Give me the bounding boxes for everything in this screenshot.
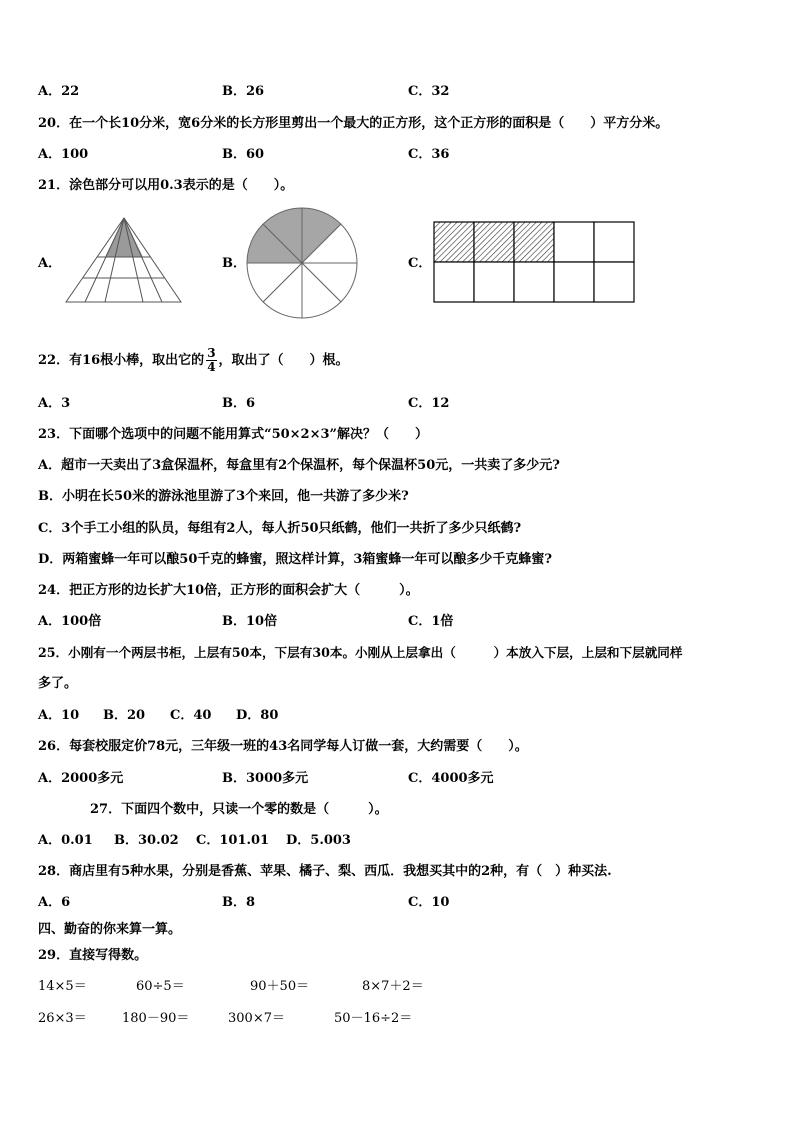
q25-question-line1: 25．小刚有一个两层书柜，上层有50本，下层有30本。小刚从上层拿出（ ）本放入下层，上层和下层就同样 [38, 645, 683, 660]
q29-item-6: 180－90＝ [122, 1011, 190, 1026]
section-4-title: 四、勤奋的你来算一算。 [38, 922, 182, 937]
grid-cell [514, 262, 554, 302]
q29-item-5: 26×3＝ [38, 1011, 87, 1026]
q29-item-8: 50－16÷2＝ [334, 1011, 413, 1026]
q20-option-b[interactable]: B．60 [222, 147, 265, 162]
q22-option-b[interactable]: B．6 [222, 396, 256, 411]
grid-cell [474, 222, 514, 262]
q24-question: 24．把正方形的边长扩大10倍，正方形的面积会扩大（ ）。 [38, 583, 419, 598]
grid-cell [554, 222, 594, 262]
q19-option-b[interactable]: B．26 [222, 84, 265, 99]
q22-question [38, 346, 349, 376]
q27-question: 27．下面四个数中，只读一个零的数是（ ）。 [90, 802, 388, 817]
q22-text-after: ，取出了（ ）根。 [218, 353, 349, 368]
q25-option-b[interactable]: B．20 [103, 708, 146, 723]
q24-option-a[interactable]: A．100倍 [38, 614, 102, 629]
q19-option-a[interactable]: A．22 [38, 84, 80, 99]
grid-cell [434, 262, 474, 302]
grid-cell [594, 222, 634, 262]
q22-fraction [206, 347, 216, 374]
q28-option-a[interactable]: A．6 [38, 895, 71, 910]
q21-label-b[interactable]: B． [222, 256, 246, 271]
q29-item-4: 8×7＋2＝ [362, 979, 424, 994]
q29-item-7: 300×7＝ [228, 1011, 285, 1026]
q29-item-1: 14×5＝ [38, 979, 87, 994]
q20-option-c[interactable]: C．36 [408, 147, 450, 162]
q26-option-a[interactable]: A．2000多元 [38, 771, 124, 786]
q28-option-c[interactable]: C．10 [408, 895, 450, 910]
q21-triangle-figure [66, 218, 181, 302]
q23-question: 23．下面哪个选项中的问题不能用算式“50×2×3”解决？（ ） [38, 427, 429, 442]
q20-question: 20．在一个长10分米，宽6分米的长方形里剪出一个最大的正方形，这个正方形的面积是（ ）平方分米。 [38, 116, 669, 131]
q19-option-c[interactable]: C．32 [408, 84, 450, 99]
q21-question: 21．涂色部分可以用0.3表示的是（ ）。 [38, 178, 294, 193]
q22-option-a[interactable]: A．3 [38, 396, 71, 411]
q25-option-a[interactable]: A．10 [38, 708, 80, 723]
q25-question-line2: 多了。 [38, 676, 78, 691]
q23-option-b[interactable]: B．小明在长50米的游泳池里游了3个来回，他一共游了多少米? [38, 489, 409, 504]
q29-item-2: 60÷5＝ [136, 979, 185, 994]
grid-cell [514, 222, 554, 262]
grid-cell [434, 222, 474, 262]
q23-option-c[interactable]: C．3个手工小组的队员，每组有2人，每人折50只纸鹤，他们一共折了多少只纸鹤? [38, 521, 522, 536]
q25-option-d[interactable]: D．80 [236, 708, 279, 723]
grid-cell [554, 262, 594, 302]
q23-option-a[interactable]: A．超市一天卖出了3盒保温杯，每盒里有2个保温杯，每个保温杯50元，一共卖了多少元? [38, 458, 560, 473]
q24-option-c[interactable]: C．1倍 [408, 614, 454, 629]
q25-option-c[interactable]: C．40 [170, 708, 212, 723]
q24-option-b[interactable]: B．10倍 [222, 614, 278, 629]
q21-pie-figure [247, 208, 357, 318]
q27-option-d[interactable]: D．5.003 [286, 833, 351, 848]
grid-cell [594, 262, 634, 302]
grid-cell [474, 262, 514, 302]
q23-option-d[interactable]: D．两箱蜜蜂一年可以酿50千克的蜂蜜，照这样计算，3箱蜜蜂一年可以酿多少千克蜂蜜? [38, 552, 553, 567]
q22-frac-num: 3 [207, 346, 216, 360]
q20-option-a[interactable]: A．100 [38, 147, 89, 162]
q28-question: 28．商店里有5种水果，分别是香蕉、苹果、橘子、梨、西瓜．我想买其中的2种，有（ ）种买法. [38, 864, 612, 879]
q22-text-before: 22．有16根小棒，取出它的 [38, 353, 205, 368]
q29-question: 29．直接写得数。 [38, 948, 148, 963]
q27-option-b[interactable]: B．30.02 [114, 833, 179, 848]
q21-grid-figure [434, 222, 634, 302]
q22-frac-den: 4 [207, 360, 216, 374]
q28-option-b[interactable]: B．8 [222, 895, 256, 910]
q21-label-a[interactable]: A． [38, 256, 62, 271]
q26-option-b[interactable]: B．3000多元 [222, 771, 309, 786]
q22-option-c[interactable]: C．12 [408, 396, 450, 411]
q27-option-c[interactable]: C．101.01 [196, 833, 270, 848]
q21-label-c[interactable]: C． [408, 256, 432, 271]
q26-question: 26．每套校服定价78元，三年级一班的43名同学每人订做一套，大约需要（ ）。 [38, 739, 528, 754]
q29-item-3: 90＋50＝ [250, 979, 310, 994]
q27-option-a[interactable]: A．0.01 [38, 833, 93, 848]
q26-option-c[interactable]: C．4000多元 [408, 771, 494, 786]
